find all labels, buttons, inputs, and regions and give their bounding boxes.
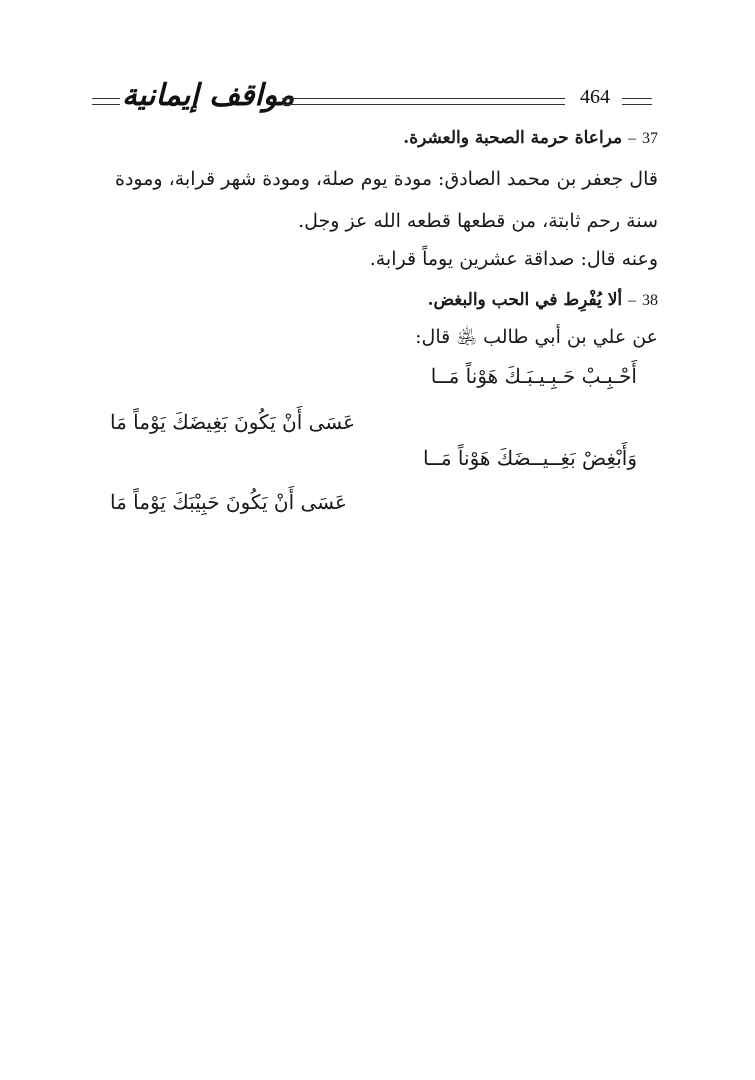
item-38-heading bbox=[90, 290, 658, 310]
item-37-heading bbox=[90, 128, 658, 148]
paragraph-2: وعنه قال: صداقة عشرين يوماً قرابة. bbox=[369, 248, 658, 270]
header-rule-middle bbox=[282, 98, 565, 105]
item-38-number: 38 bbox=[642, 292, 658, 309]
header-rule-left bbox=[92, 98, 120, 105]
item-37-title: مراعاة حرمة الصحبة والعشرة. bbox=[403, 128, 623, 148]
page-header bbox=[92, 78, 652, 120]
item-38-dash: – bbox=[628, 292, 637, 309]
book-title: مواقف إيمانية bbox=[122, 78, 295, 113]
item-37-dash: – bbox=[628, 130, 637, 147]
poem-verse-2-first-hemistich: وَأَبْغِضْ بَغِــيــضَكَ هَوْناً مَــا bbox=[423, 446, 637, 470]
paragraph-1-line-2: سنة رحم ثابتة، من قطعها قطعه الله عز وجل. bbox=[298, 210, 658, 232]
poem-verse-1-first-hemistich: أَحْـبِـبْ حَـبِـيـبَـكَ هَوْناً مَــا bbox=[430, 364, 637, 388]
item-37-number: 37 bbox=[642, 130, 658, 147]
item-38-title: ألا يُفْرِط في الحب والبغض. bbox=[427, 290, 623, 310]
poem-verse-1-second-hemistich: عَسَى أَنْ يَكُونَ بَغِيضَكَ يَوْماً مَا bbox=[110, 410, 356, 434]
header-rule-right bbox=[622, 98, 652, 105]
poem-verse-2-second-hemistich: عَسَى أَنْ يَكُونَ حَبِيْبَكَ يَوْماً مَا bbox=[110, 490, 347, 514]
paragraph-1-line-1: قال جعفر بن محمد الصادق: مودة يوم صلة، ومودة شهر قرابة، ومودة bbox=[114, 168, 658, 190]
paragraph-3: عن علي بن أبي طالب ﵁ قال: bbox=[415, 326, 658, 348]
page-number: 464 bbox=[580, 86, 610, 108]
